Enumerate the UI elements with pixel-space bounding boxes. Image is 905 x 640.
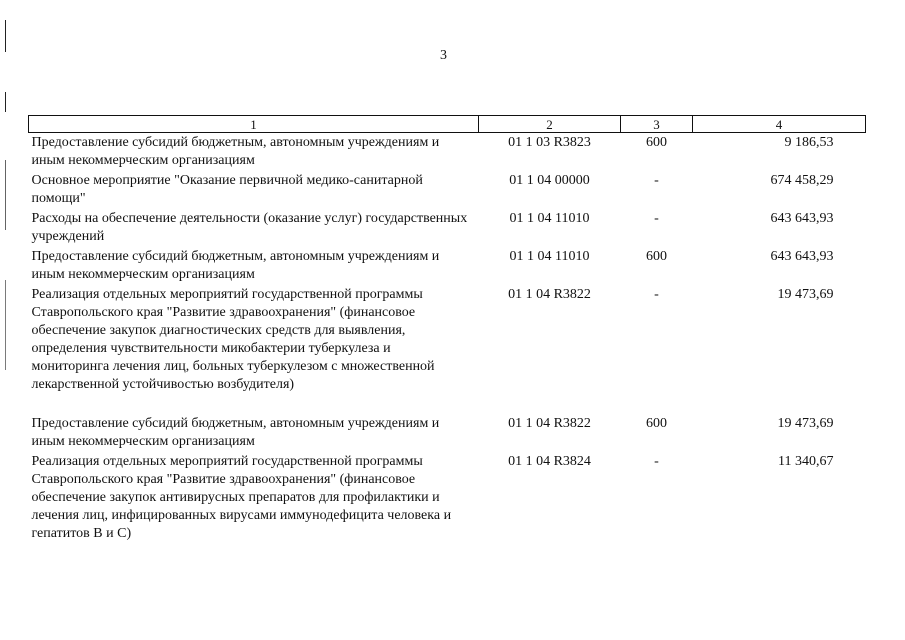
table-body <box>29 133 866 545</box>
row-type: - <box>654 173 659 188</box>
row-type: - <box>654 454 659 469</box>
margin-mark <box>5 92 6 112</box>
row-code: 01 1 04 11010 <box>509 249 590 264</box>
table-row <box>29 171 866 209</box>
row-code: 01 1 04 R3822 <box>508 287 591 302</box>
header-col-2: 2 <box>479 116 621 133</box>
margin-mark <box>5 280 6 370</box>
row-amount: 9 186,53 <box>784 135 834 150</box>
header-col-4: 4 <box>693 116 866 133</box>
row-amount: 643 643,93 <box>770 211 834 226</box>
row-amount: 674 458,29 <box>770 173 834 188</box>
row-amount: 19 473,69 <box>777 287 834 302</box>
row-name: Основное мероприятие "Оказание первичной медико-санитарной помощи" <box>31 173 423 206</box>
row-amount: 11 340,67 <box>778 454 834 469</box>
row-name: Расходы на обеспечение деятельности (оказание услуг) государственных учреждений <box>31 211 468 244</box>
header-col-1: 1 <box>29 116 479 133</box>
budget-table-container <box>28 115 865 544</box>
row-name: Предоставление субсидий бюджетным, автономным учреждениям и иным некоммерческим организациям <box>31 249 440 282</box>
row-name: Предоставление субсидий бюджетным, автономным учреждениям и иным некоммерческим организациям <box>31 416 440 449</box>
header-col-3: 3 <box>621 116 693 133</box>
margin-mark <box>5 160 6 230</box>
row-type: 600 <box>646 249 667 264</box>
row-amount: 19 473,69 <box>777 416 834 431</box>
table-header <box>29 116 866 133</box>
table-row <box>29 285 866 414</box>
page-number: 3 <box>440 48 447 63</box>
table-row <box>29 209 866 247</box>
row-type: - <box>654 211 659 226</box>
row-name: Реализация отдельных мероприятий государственной программы Ставропольского края "Развитие здравоохранения" (финансовое обеспечение закупок диагностических средств для выявления, определения чувствительности микобактерии туберкулеза и мониторинга лечения лиц, больных туберкулезом с множественной лекарственной устойчивостью возбудителя) <box>31 287 435 392</box>
table-row <box>29 452 866 544</box>
row-type: 600 <box>646 416 667 431</box>
header-row <box>29 116 866 133</box>
margin-mark <box>5 20 6 52</box>
row-type: 600 <box>646 135 667 150</box>
table-row <box>29 414 866 452</box>
row-code: 01 1 04 R3822 <box>508 416 591 431</box>
row-code: 01 1 03 R3823 <box>508 135 591 150</box>
budget-table <box>28 115 866 544</box>
table-row <box>29 247 866 285</box>
table-row <box>29 133 866 172</box>
row-name: Реализация отдельных мероприятий государственной программы Ставропольского края "Развитие здравоохранения" (финансовое обеспечение закупок антивирусных препаратов для профилактики и лечения лиц, инфицированных вирусами иммунодефицита человека и гепатитов В и С) <box>31 454 452 541</box>
row-code: 01 1 04 11010 <box>509 211 590 226</box>
row-code: 01 1 04 00000 <box>509 173 590 188</box>
row-amount: 643 643,93 <box>770 249 834 264</box>
row-code: 01 1 04 R3824 <box>508 454 591 469</box>
row-type: - <box>654 287 659 302</box>
row-name: Предоставление субсидий бюджетным, автономным учреждениям и иным некоммерческим организациям <box>31 135 440 168</box>
